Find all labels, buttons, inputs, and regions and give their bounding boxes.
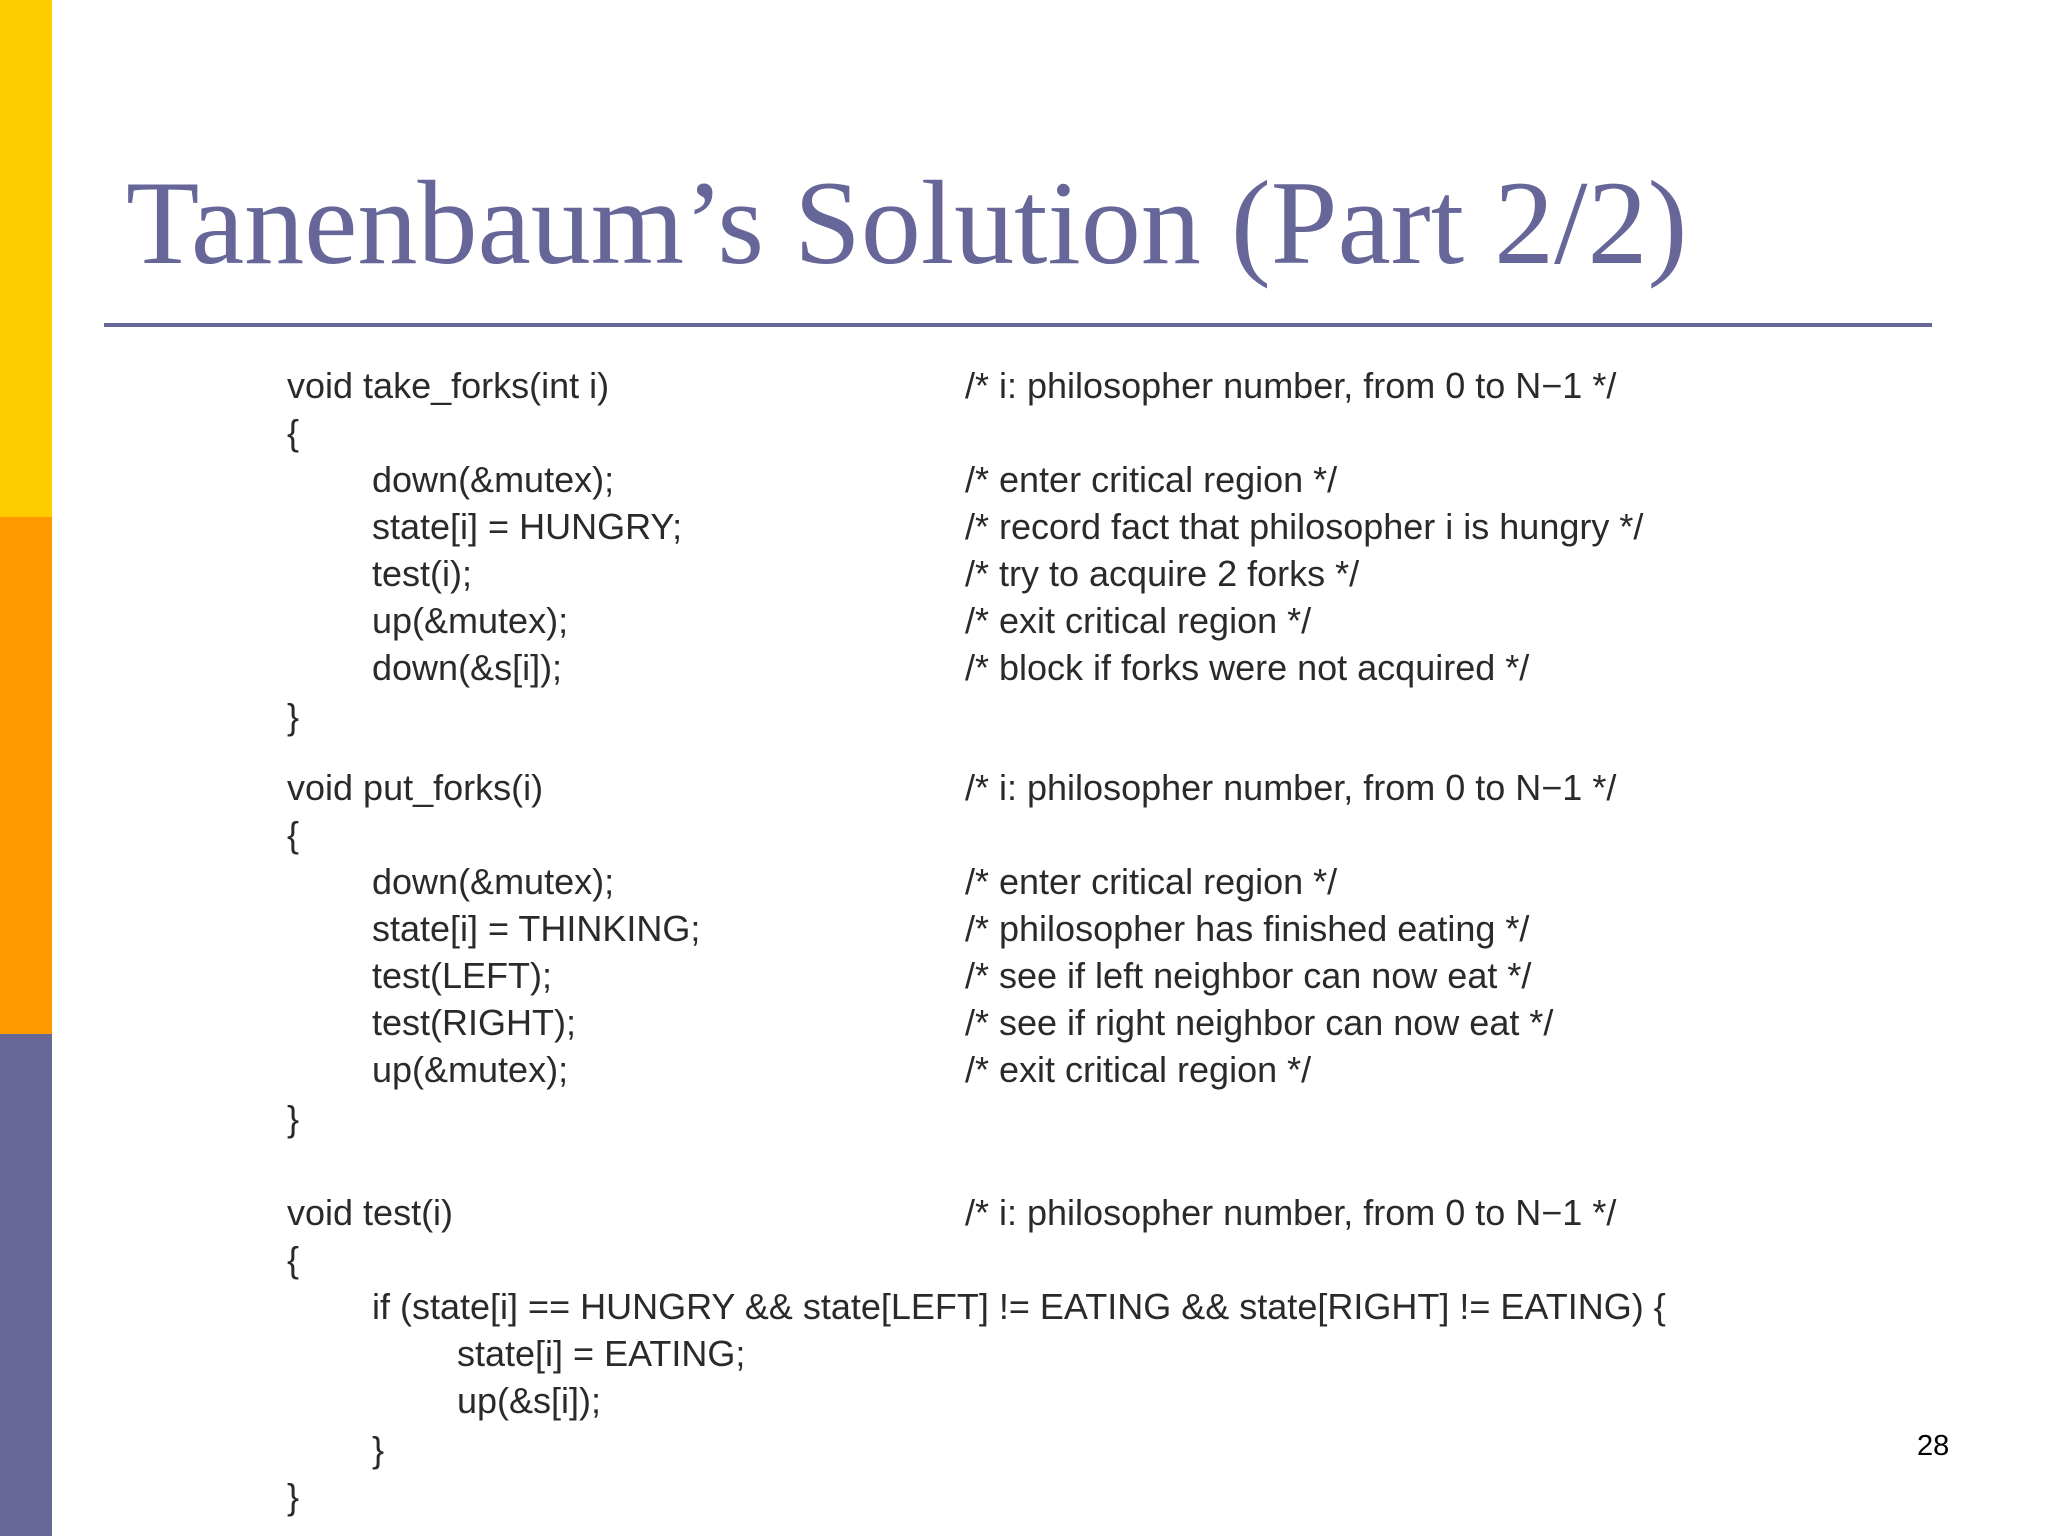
- code-comment: /* exit critical region */: [965, 600, 1312, 641]
- code-line: down(&s[i]);: [372, 647, 563, 688]
- code-line: state[i] = THINKING;: [372, 908, 701, 949]
- test-close-brace: }: [287, 1476, 300, 1517]
- test-signature-comment: /* i: philosopher number, from 0 to N−1 */: [965, 1192, 1617, 1233]
- code-comment: /* see if right neighbor can now eat */: [965, 1002, 1554, 1043]
- code-comment: /* philosopher has finished eating */: [965, 908, 1530, 949]
- test-if-close-brace: }: [372, 1429, 385, 1470]
- slide-title: Tanenbaum’s Solution (Part 2/2): [126, 156, 1688, 289]
- take-forks-signature: void take_forks(int i): [287, 365, 610, 406]
- take-forks-signature-comment: /* i: philosopher number, from 0 to N−1 */: [965, 365, 1617, 406]
- code-comment: /* exit critical region */: [965, 1049, 1312, 1090]
- code-line: state[i] = HUNGRY;: [372, 506, 683, 547]
- code-line: down(&mutex);: [372, 459, 615, 500]
- code-line: test(i);: [372, 553, 473, 594]
- test-signature: void test(i): [287, 1192, 454, 1233]
- code-line: test(RIGHT);: [372, 1002, 576, 1043]
- put-forks-open-brace: {: [287, 814, 300, 855]
- put-forks-close-brace: }: [287, 1098, 300, 1139]
- test-open-brace: {: [287, 1239, 300, 1280]
- put-forks-signature-comment: /* i: philosopher number, from 0 to N−1 */: [965, 767, 1617, 808]
- test-if-line: if (state[i] == HUNGRY && state[LEFT] != EATING && state[RIGHT] != EATING) {: [372, 1286, 1666, 1327]
- code-line: test(LEFT);: [372, 955, 553, 996]
- code-comment: /* block if forks were not acquired */: [965, 647, 1530, 688]
- code-line: up(&s[i]);: [457, 1380, 602, 1421]
- code-line: up(&mutex);: [372, 600, 569, 641]
- code-comment: /* record fact that philosopher i is hungry */: [965, 506, 1644, 547]
- code-line: up(&mutex);: [372, 1049, 569, 1090]
- code-comment: /* try to acquire 2 forks */: [965, 553, 1360, 594]
- put-forks-signature: void put_forks(i): [287, 767, 544, 808]
- code-comment: /* see if left neighbor can now eat */: [965, 955, 1532, 996]
- take-forks-open-brace: {: [287, 412, 300, 453]
- code-line: down(&mutex);: [372, 861, 615, 902]
- code-line: state[i] = EATING;: [457, 1333, 746, 1374]
- take-forks-close-brace: }: [287, 696, 300, 737]
- side-bar-orange: [0, 517, 52, 1034]
- code-comment: /* enter critical region */: [965, 459, 1338, 500]
- title-divider: [104, 323, 1932, 327]
- side-bar-purple: [0, 1034, 52, 1536]
- side-bar-yellow: [0, 0, 52, 517]
- code-comment: /* enter critical region */: [965, 861, 1338, 902]
- page-number: 28: [1917, 1430, 1950, 1462]
